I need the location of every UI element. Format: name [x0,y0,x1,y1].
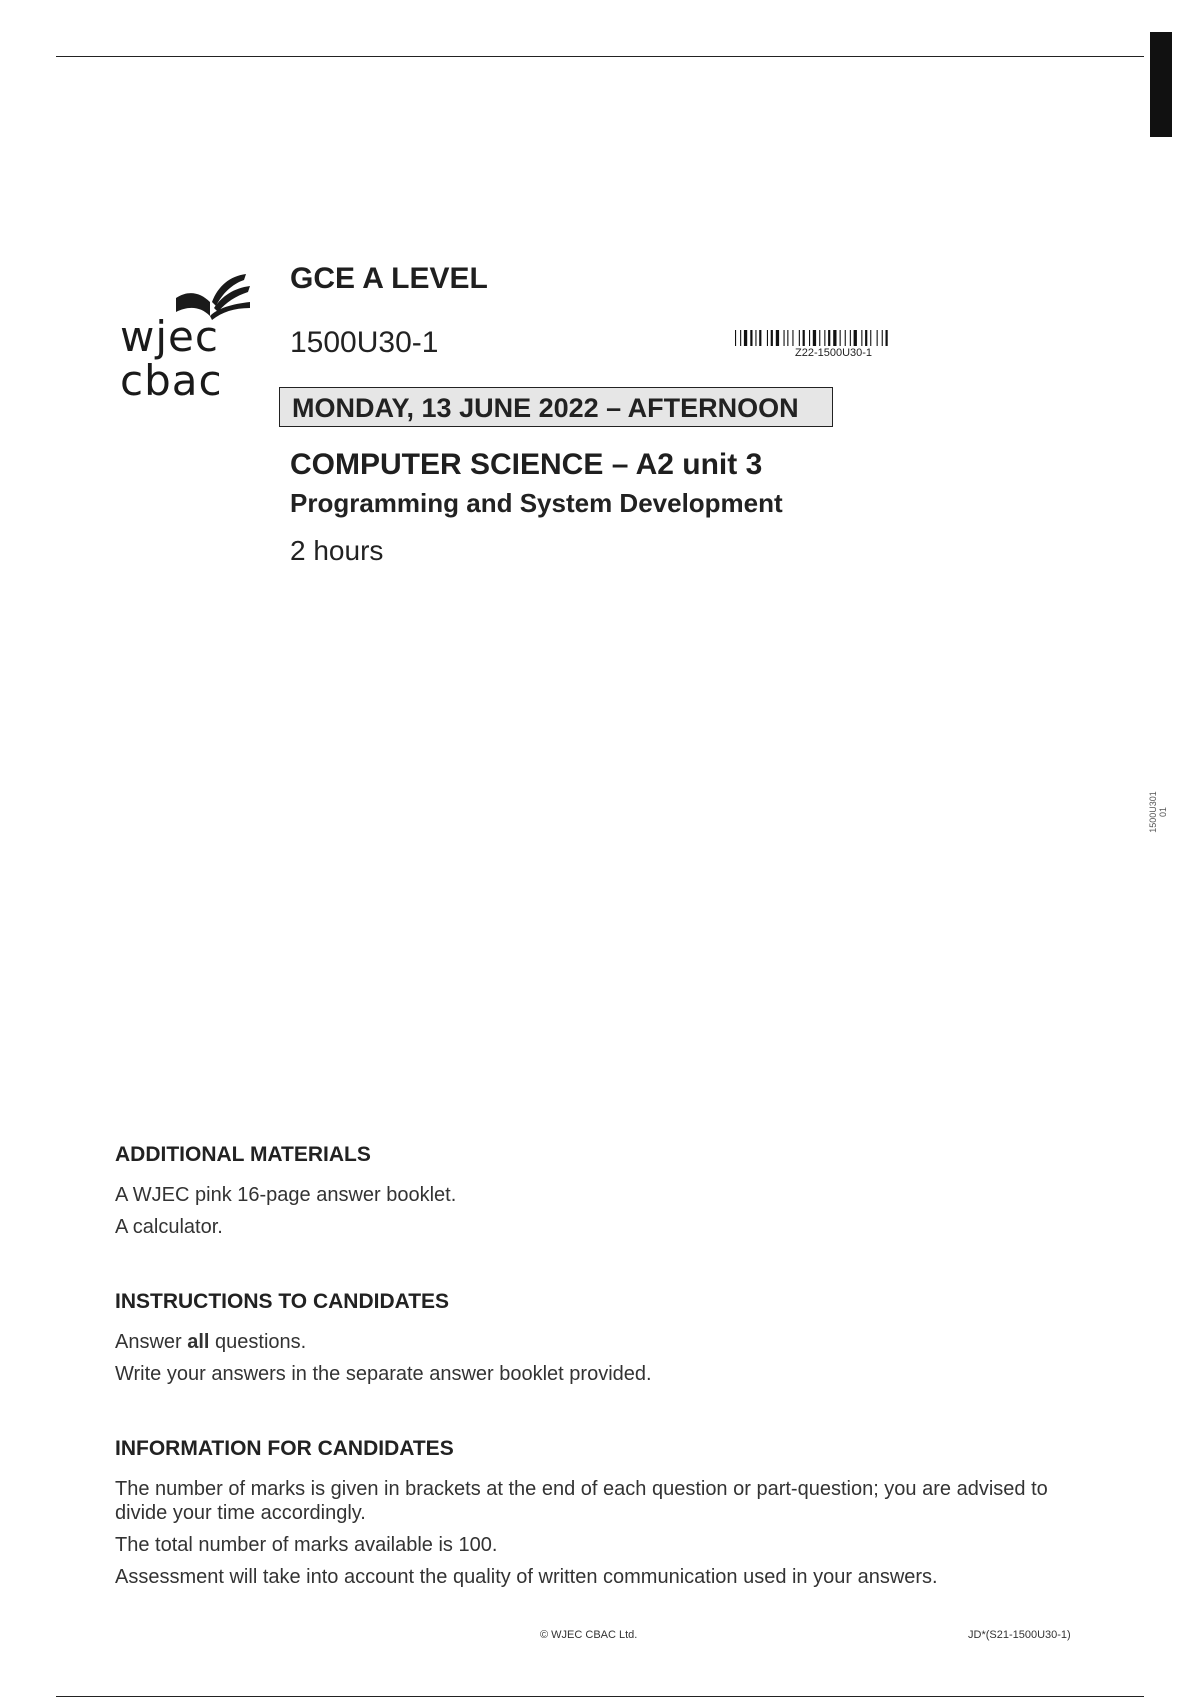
side-code-line-1: 1500U301 [1147,791,1158,833]
exam-duration: 2 hours [290,535,384,566]
barcode-bar [886,330,888,346]
bottom-rule [56,1696,1144,1697]
instructions-line-1-bold: all [187,1331,210,1353]
document-reference: JD*(S21-1500U30-1) [968,1629,1071,1641]
barcode-bar [771,330,773,346]
barcode-bar [740,330,741,346]
paper-code: 1500U30-1 [290,326,439,359]
side-code-line-2: 01 [1157,806,1168,818]
instructions-heading: INSTRUCTIONS TO CANDIDATES [115,1290,450,1313]
barcode-bar [813,330,816,346]
barcode-bar [799,330,800,346]
barcode-bar [750,330,752,346]
barcode-bar [759,330,761,346]
barcode-bar [792,330,793,346]
date-session-box [279,387,833,427]
instructions-line-1-after: questions. [209,1331,307,1353]
instructions-section [115,1290,1075,1386]
information-line-1: The number of marks is given in brackets at the end of each question or part-question; you are advised to divide your time accordingly. [115,1478,1048,1524]
instructions-line-1-before: Answer [115,1331,188,1353]
barcode-bar [882,330,883,346]
information-line-2: The total number of marks available is 100. [115,1534,498,1556]
subject-title: COMPUTER SCIENCE – A2 unit 3 [290,448,763,481]
barcode-bar [833,330,836,346]
barcode-bar [744,330,747,346]
side-paper-code [1147,780,1185,840]
instructions-line-2: Write your answers in the separate answer booklet provided. [115,1363,652,1385]
barcode-bar [767,330,768,346]
barcode-bar [735,330,736,346]
top-rule [56,56,1144,57]
logo-line-2: cbac [120,356,223,405]
barcode-bar [854,330,857,346]
logo-line-1: wjec [120,312,219,361]
date-session: MONDAY, 13 JUNE 2022 – AFTERNOON [292,393,799,423]
information-heading: INFORMATION FOR CANDIDATES [115,1437,454,1460]
barcode [735,330,950,346]
materials-line: A calculator. [115,1216,223,1238]
barcode-bar [824,330,825,346]
barcode-bar [803,330,805,346]
barcode-bar [819,330,820,346]
barcode-bar [809,330,810,346]
component-title: Programming and System Development [290,488,783,518]
instructions-line-1 [115,1330,1075,1354]
additional-materials-heading: ADDITIONAL MATERIALS [115,1143,371,1166]
barcode-bar [877,330,878,346]
barcode-bar [755,330,756,346]
qualification-title: GCE A LEVEL [290,262,488,295]
information-section [115,1437,1075,1589]
barcode-bar [784,330,785,346]
additional-materials-section [115,1143,1075,1239]
copyright-notice: © WJEC CBAC Ltd. [540,1629,638,1641]
barcode-label: Z22-1500U30-1 [795,347,873,359]
barcode-bar [828,330,830,346]
barcode-bar [845,330,846,346]
barcode-bar [870,330,871,346]
information-line-3: Assessment will take into account the quality of written communication used in your answers. [115,1566,938,1588]
materials-line: A WJEC pink 16-page answer booklet. [115,1184,457,1206]
barcode-bar [776,330,779,346]
barcode-bar [840,330,841,346]
barcode-bar [861,330,862,346]
barcode-bar [850,330,851,346]
wjec-cbac-logo [120,268,250,408]
side-tab-marker [1150,32,1172,137]
logo-wordmark [120,312,250,405]
barcode-bar [865,330,867,346]
barcode-bar [787,330,788,346]
side-paper-code-text [1148,791,1168,833]
